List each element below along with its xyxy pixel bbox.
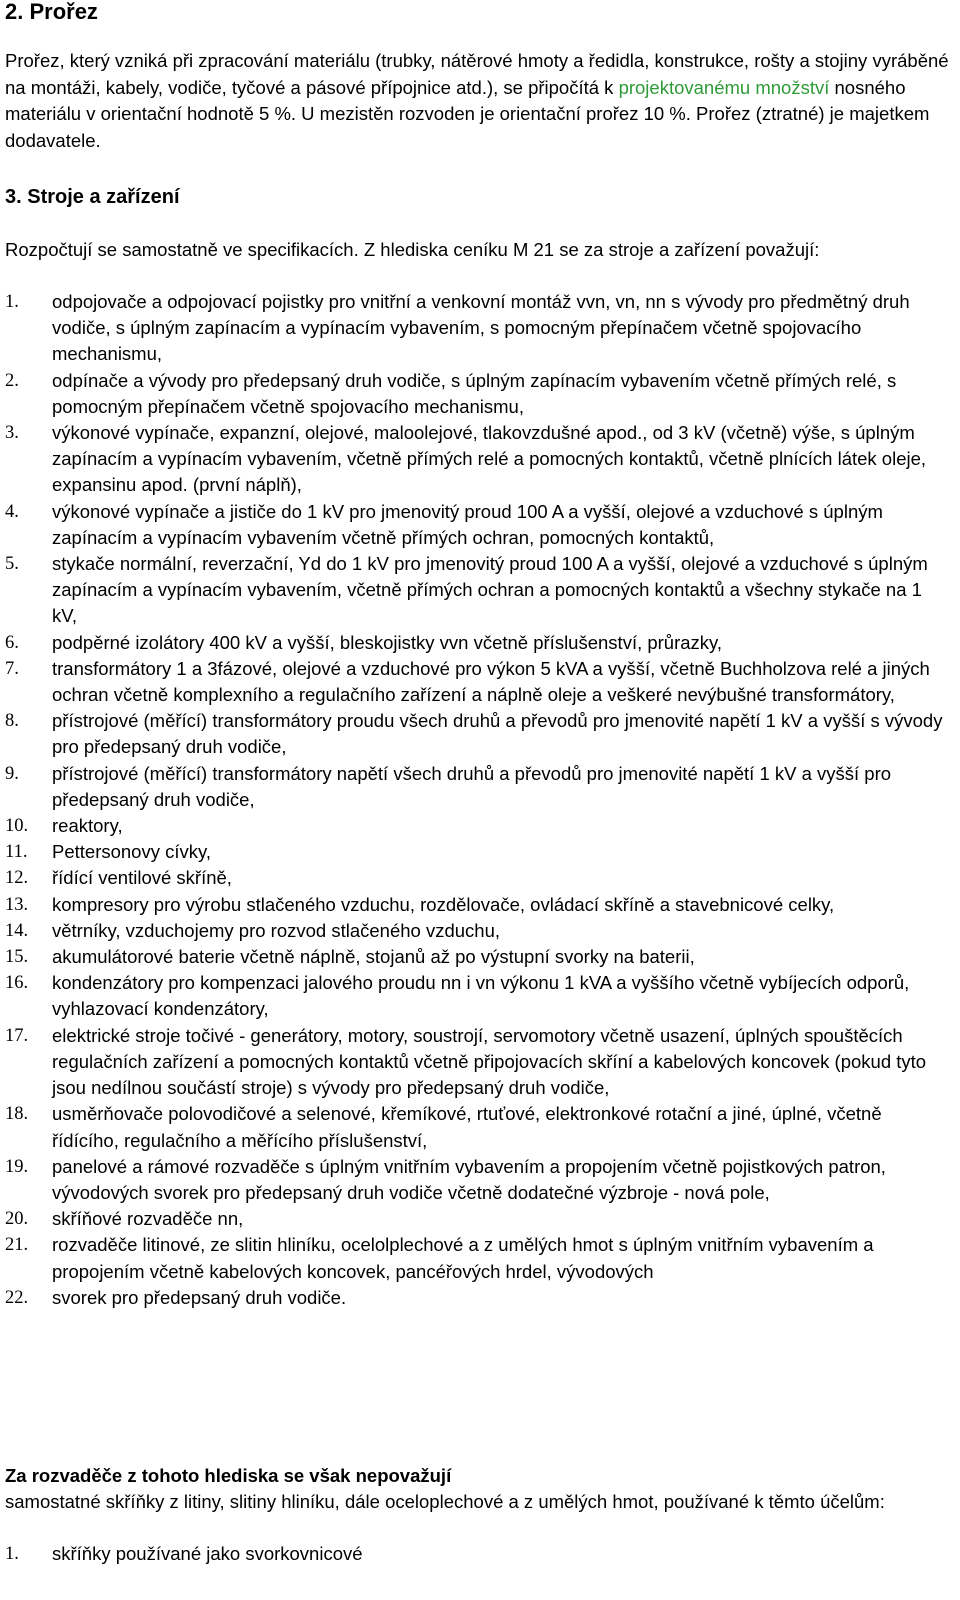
list-item-number: 22.	[5, 1287, 29, 1308]
list-item-number: 10.	[5, 816, 29, 837]
exclusions-list	[0, 1541, 960, 1567]
list-item-number: 17.	[5, 1025, 29, 1046]
list-item-text: řídící ventilové skříně,	[52, 867, 232, 889]
section-2-text-b: nosného materiálu v orientační hodnotě 5 %. U mezistěn rozvoden je orientační prořez 10 %. Prořez (ztratné) je majetkem dodavatele.	[5, 76, 930, 151]
list-item	[0, 551, 944, 630]
list-item	[0, 970, 944, 1022]
list-item-text: svorek pro předepsaný druh vodiče.	[52, 1286, 347, 1308]
exclusions-heading: Za rozvaděče z tohoto hlediska se však nepovažují	[5, 1465, 452, 1486]
list-item	[0, 944, 944, 970]
list-item	[0, 368, 944, 420]
list-item-number: 21.	[5, 1235, 29, 1256]
list-item	[0, 1154, 944, 1206]
section-2-text-a: Prořez, který vzniká při zpracování materiálu (trubky, nátěrové hmoty a ředidla, konstrukce, rošty a stojiny vyráběné na montáži, kabely, vodiče, tyčové a pásové přípojnice atd.), se připočítá k	[5, 50, 949, 98]
list-item	[0, 1541, 944, 1567]
section-3-intro: Rozpočtují se samostatně ve specifikacích. Z hlediska ceníku M 21 se za stroje a zařízení považují:	[5, 239, 820, 260]
list-item-number: 15.	[5, 947, 29, 968]
section-2-heading: 2. Prořez	[5, 0, 98, 24]
list-item-text: větrníky, vzduchojemy pro rozvod stlačeného vzduchu,	[52, 919, 500, 941]
list-item-text: kondenzátory pro kompenzaci jalového proudu nn i vn výkonu 1 kVA a vyššího včetně vybíjecích odporů, vyhlazovací kondenzátory,	[52, 972, 910, 1020]
list-item-number: 4.	[5, 501, 19, 522]
list-item-number: 19.	[5, 1156, 29, 1177]
list-item-text: kompresory pro výrobu stlačeného vzduchu, rozdělovače, ovládací skříně a stavebnicové celky,	[52, 893, 835, 915]
list-item-number: 12.	[5, 868, 29, 889]
list-item	[0, 630, 944, 656]
list-item	[0, 420, 944, 499]
list-item-text: transformátory 1 a 3fázové, olejové a vzduchové pro výkon 5 kVA a vyšší, včetně Buchholzova relé a jiných ochran včetně komplexního a regulačního zařízení a náplně oleje a veškeré nevýbušné transformátory,	[52, 657, 930, 706]
list-item	[0, 813, 944, 839]
list-item-text: výkonové vypínače a jističe do 1 kV pro jmenovitý proud 100 A a vyšší, olejové a vzduchové s úplným zapínacím a vypínacím vybavením včetně přímých ochran, pomocných kontaktů,	[52, 500, 883, 548]
list-item-number: 1.	[5, 1544, 19, 1564]
exclusions-paragraph: samostatné skříňky z litiny, slitiny hliníku, dále oceloplechové a z umělých hmot, používané k těmto účelům:	[5, 1491, 885, 1512]
list-item-text: Pettersonovy cívky,	[52, 841, 212, 863]
list-item-text: skříňky používané jako svorkovnicové	[52, 1543, 363, 1564]
list-item-text: podpěrné izolátory 400 kV a vyšší, bleskojistky vvn včetně příslušenství, průrazky,	[52, 631, 723, 653]
list-item-number: 6.	[5, 632, 19, 653]
list-item-number: 1.	[5, 292, 19, 312]
list-item-text: skříňové rozvaděče nn,	[52, 1208, 244, 1230]
list-item-text: usměrňovače polovodičové a selenové, křemíkové, rtuťové, elektronkové rotační a jiné, úplné, včetně řídícího, regulačního a měřícího příslušenství,	[52, 1103, 882, 1151]
list-item	[0, 839, 944, 865]
list-item	[0, 1232, 944, 1284]
list-item-text: stykače normální, reverzační, Yd do 1 kV pro jmenovitý proud 100 A a vyšší, olejové a vzduchové s úplným zapínacím a vypínacím vybavením, včetně přímých ochran a pomocných kontaktů a všechny stykače na 1 kV,	[52, 553, 928, 627]
list-item-number: 14.	[5, 920, 29, 941]
list-item-number: 7.	[5, 658, 19, 679]
list-item	[0, 918, 944, 944]
list-item-text: panelové a rámové rozvaděče s úplným vnitřním vybavením a propojením včetně pojistkových patron, vývodových svorek pro předepsaný druh vodiče včetně dodatečné výzbroje - nová pole,	[52, 1155, 886, 1203]
list-item-number: 20.	[5, 1209, 29, 1230]
list-item-text: akumulátorové baterie včetně náplně, stojanů až po výstupní svorky na baterii,	[52, 946, 695, 968]
list-item-text: výkonové vypínače, expanzní, olejové, maloolejové, tlakovzdušné apod., od 3 kV (včetně) výše, s úplným zapínacím a vypínacím vybavením, včetně přímých relé a pomocných kontaktů, včetně plnících látek oleje, expansinu apod. (první náplň),	[52, 422, 927, 496]
list-item-number: 18.	[5, 1104, 29, 1125]
list-item-text: odpojovače a odpojovací pojistky pro vnitřní a venkovní montáž vvn, vn, nn s vývody pro předmětný druh vodiče, s úplným zapínacím a vypínacím vybavením, s pomocným přepínačem včetně spojovacího mechanismu,	[52, 291, 910, 365]
list-item	[0, 892, 944, 918]
list-item-text: odpínače a vývody pro předepsaný druh vodiče, s úplným zapínacím vybavením včetně přímých relé, s pomocným přepínačem včetně spojovacího mechanismu,	[52, 369, 897, 417]
section-2-paragraph	[5, 48, 955, 154]
list-item-number: 9.	[5, 763, 19, 784]
list-item-text: rozvaděče litinové, ze slitin hliníku, ocelolplechové a z umělých hmot s úplným vnitřním vybavením a propojením včetně kabelových koncovek, pancéřových hrdel, vývodových	[52, 1234, 874, 1282]
list-item-number: 8.	[5, 711, 19, 732]
list-item	[0, 865, 944, 891]
equipment-list	[0, 289, 960, 1311]
section-3-heading: 3. Stroje a zařízení	[5, 186, 180, 208]
list-item	[0, 656, 944, 708]
list-item-number: 13.	[5, 894, 29, 915]
list-item	[0, 761, 944, 813]
section-2-highlight: projektovanému množství	[618, 76, 830, 98]
list-item	[0, 1101, 944, 1153]
list-item	[0, 499, 944, 551]
list-item-number: 16.	[5, 973, 29, 994]
list-item	[0, 1206, 944, 1232]
list-item-number: 5.	[5, 554, 19, 575]
list-item-text: přístrojové (měřící) transformátory proudu všech druhů a převodů pro jmenovité napětí 1 kV a vyšší s vývody pro předepsaný druh vodiče,	[52, 710, 943, 758]
list-item	[0, 708, 944, 760]
list-item	[0, 1285, 944, 1311]
list-item-number: 11.	[5, 842, 28, 863]
list-item-number: 2.	[5, 370, 19, 391]
list-item	[0, 1023, 944, 1102]
list-item-text: reaktory,	[52, 815, 123, 837]
list-item	[0, 289, 944, 368]
list-item-text: elektrické stroje točivé - generátory, motory, soustrojí, servomotory včetně usazení, úplných spouštěcích regulačních zařízení a pomocných kontaktů včetně připojovacích skříní a kabelových koncovek (pokud tyto jsou nedílnou součástí stroje) s vývody pro předepsaný druh vodiče,	[52, 1024, 927, 1099]
list-item-number: 3.	[5, 423, 19, 444]
list-item-text: přístrojové (měřící) transformátory napětí všech druhů a převodů pro jmenovité napětí 1 kV a vyšší pro předepsaný druh vodiče,	[52, 762, 892, 810]
